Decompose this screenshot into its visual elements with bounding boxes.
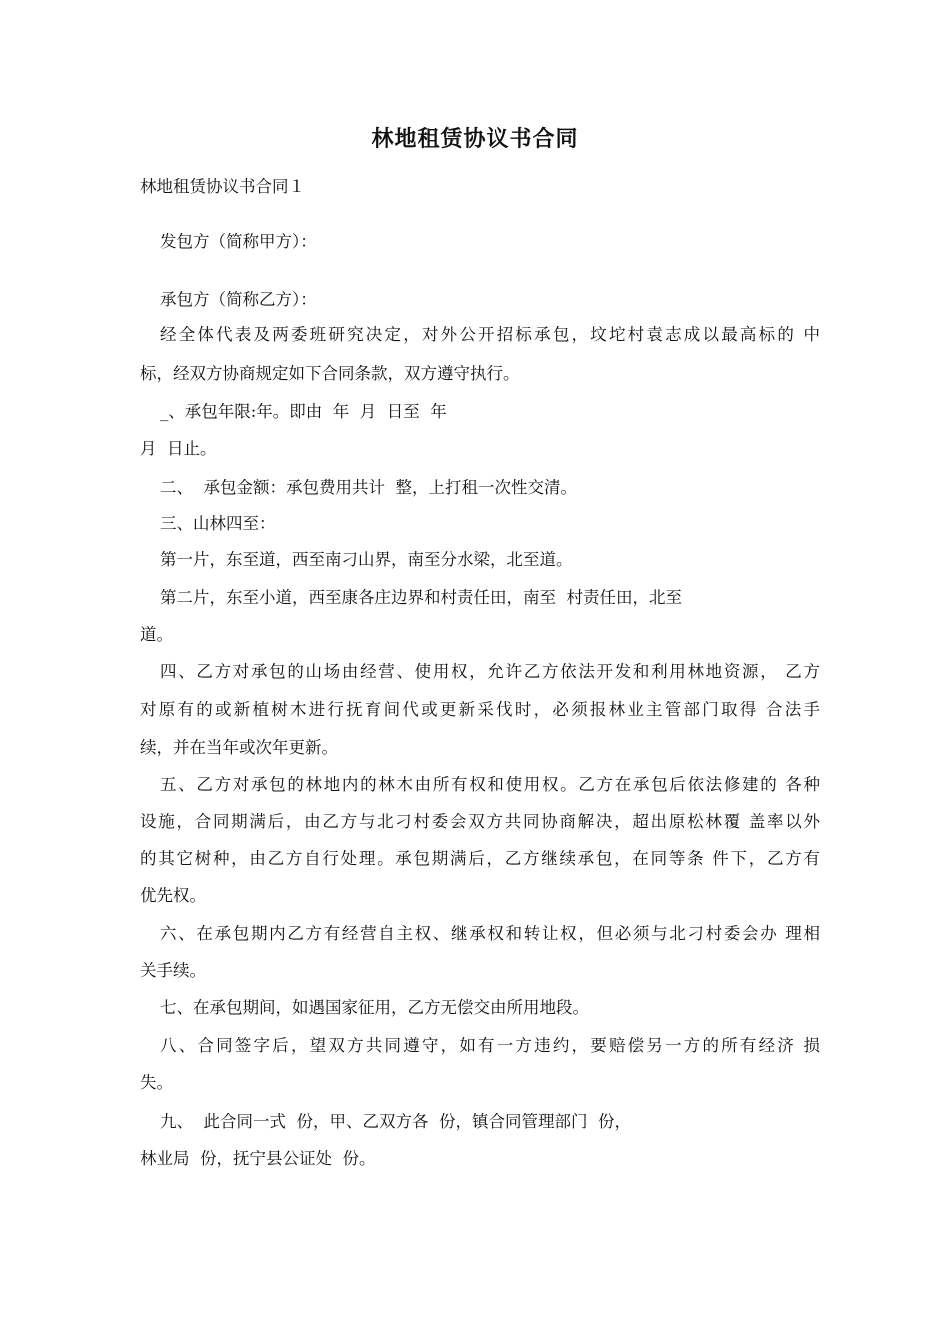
clause-5-line: 的其它树种，由乙方自行处理。承包期满后，乙方继续承包，在同等条 件下，乙方有 xyxy=(140,849,820,868)
clause-3-line: 第二片，东至小道，西至康各庄边界和村责任田，南至 村责任田，北至 xyxy=(160,588,682,607)
paragraph-line: 经全体代表及两委班研究决定，对外公开招标承包，坟坨村袁志成以最高标的 中 xyxy=(160,325,820,344)
party-b-line: 承包方（简称乙方）： xyxy=(160,290,317,309)
clause-5-line: 五、乙方对承包的林地内的林木由所有权和使用权。乙方在承包后依法修建的 各种 xyxy=(160,775,820,794)
clause-5-line: 设施，合同期满后，由乙方与北刁村委会双方共同协商解决，超出原松林覆 盖率以外 xyxy=(140,812,820,831)
clause-3-line: 三、山林四至： xyxy=(160,514,276,533)
clause-4-line: 续，并在当年或次年更新。 xyxy=(140,738,338,757)
clause-1-line: 月 日止。 xyxy=(140,439,217,458)
clause-5-line: 优先权。 xyxy=(140,886,206,905)
clause-3-line: 第一片，东至道，西至南刁山界，南至分水梁，北至道。 xyxy=(160,550,573,569)
clause-7-line: 七、在承包期间，如遇国家征用，乙方无偿交由所用地段。 xyxy=(160,998,589,1017)
clause-4-line: 对原有的或新植树木进行抚育间代或更新采伐时，必须报林业主管部门取得 合法手 xyxy=(140,700,820,719)
clause-9-line: 九、 此合同一式 份，甲、乙双方各 份，镇合同管理部门 份， xyxy=(160,1112,631,1131)
document-subtitle: 林地租赁协议书合同１ xyxy=(140,177,305,196)
clause-1-line: _、承包年限:年。即由 年 月 日至 年 xyxy=(160,402,447,421)
clause-8-line: 失。 xyxy=(140,1073,173,1092)
clause-4-line: 四、乙方对承包的山场由经营、使用权，允许乙方依法开发和利用林地资源， 乙方 xyxy=(160,662,820,681)
document-title: 林地租赁协议书合同 xyxy=(371,126,579,152)
clause-2-line: 二、 承包金额：承包费用共计 整，上打租一次性交清。 xyxy=(160,478,577,497)
party-a-line: 发包方（简称甲方）： xyxy=(160,232,317,251)
clause-8-line: 八、合同签字后，望双方共同遵守，如有一方违约，要赔偿另一方的所有经济 损 xyxy=(160,1036,820,1055)
paragraph-line: 标，经双方协商规定如下合同条款，双方遵守执行。 xyxy=(140,364,520,383)
clause-6-line: 六、在承包期内乙方有经营自主权、继承权和转让权，但必须与北刁村委会办 理相 xyxy=(160,924,820,943)
clause-9-line: 林业局 份，抚宁县公证处 份。 xyxy=(140,1149,376,1168)
clause-3-line: 道。 xyxy=(140,625,173,644)
clause-6-line: 关手续。 xyxy=(140,961,206,980)
